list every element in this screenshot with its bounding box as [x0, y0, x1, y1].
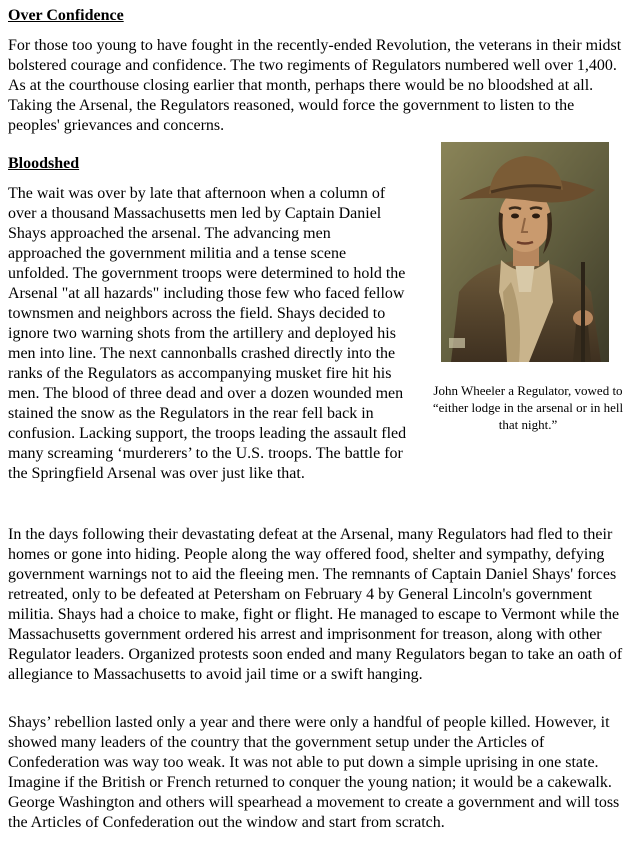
- paragraph-conclusion: Shays’ rebellion lasted only a year and there were only a handful of people killed. However, it showed many leaders of the country that the government setup under the Articles of Confederation was way too weak. It was not able to put down a simple uprising in one state. Imagine if the British or French returned to conquer the young nation; it would be a cakewalk. George Washington and others will spearhead a movement to create a government and will toss the Articles of Confederation out the window and start from scratch.: [8, 714, 620, 831]
- heading-over-confidence: Over Confidence: [8, 7, 124, 24]
- paragraph-bloodshed: The wait was over by late that afternoon when a column of over a thousand Massachusetts men led by Captain Daniel Shays approached the arsenal. The advancing men approached the government militia and a tense scene unfolded. The government troops were determined to hold the Arsenal "at all hazards" including those few who faced fellow townsmen and neighbors across the field. Shays decided to ignore two warning shots from the artillery and deployed his men into line. The next cannonballs crashed directly into the ranks of the Regulators as accompanying musket fire hit his men. The blood of three dead and over a dozen wounded men stained the snow as the Regulators in the rear fell back in confusion. Lacking support, the troops leading the assault fled many screaming ‘murderers’ to the U.S. troops. The battle for the Springfield Arsenal was over just like that.: [8, 185, 407, 482]
- regulator-portrait-image: [441, 142, 609, 362]
- portrait-illustration: [441, 142, 609, 362]
- paragraph-over-confidence: For those too young to have fought in the recently-ended Revolution, the veterans in their midst bolstered courage and confidence. The two regiments of Regulators numbered well over 1,400. As at the courthouse closing earlier that month, perhaps there would be no bloodshed at all. Taking the Arsenal, the Regulators reasoned, would force the government to listen to the peoples' grievances and concerns.: [8, 37, 622, 134]
- paragraph-aftermath: In the days following their devastating defeat at the Arsenal, many Regulators had fled to their homes or gone into hiding. People along the way offered food, shelter and sympathy, defying government warnings not to aid the fleeing men. The remnants of Captain Daniel Shays' forces retreated, only to be defeated at Petersham on February 4 by General Lincoln's government militia. Shays had a choice to make, fight or flight. He managed to escape to Vermont while the Massachusetts government ordered his arrest and imprisonment for treason, along with other Regulator leaders. Organized protests soon ended and many Regulators began to take an oath of allegiance to Massachusetts to avoid jail time or a swift hanging.: [8, 526, 623, 683]
- figure-caption: John Wheeler a Regulator, vowed to “either lodge in the arsenal or in hell that night.”: [432, 383, 624, 432]
- heading-bloodshed: Bloodshed: [8, 155, 80, 172]
